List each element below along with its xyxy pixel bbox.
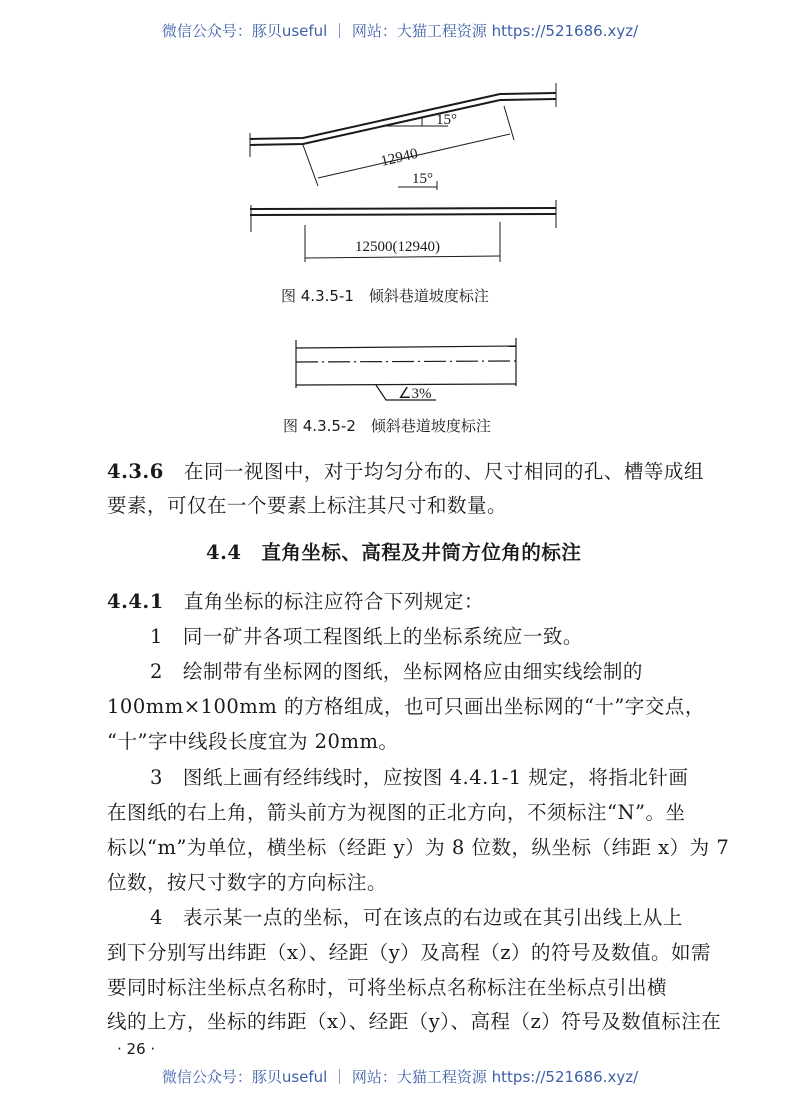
paragraph-text: 直角坐标的标注应符合下列规定： <box>183 590 484 613</box>
figure-drawings <box>0 0 800 440</box>
slope-label: ∠3% <box>398 386 432 402</box>
angle-label-2: 15° <box>412 171 433 187</box>
list-item: 3 图纸上画有经纬线时，应按图 4.4.1-1 规定，将指北针画 <box>150 766 689 789</box>
figure-2-caption: 图 4.3.5-2 倾斜巷道坡度标注 <box>283 417 491 435</box>
list-item: 2 绘制带有坐标网的图纸，坐标网格应由细实线绘制的 <box>150 660 643 683</box>
section-number: 4.4.1 <box>107 590 164 613</box>
section-number: 4.3.6 <box>107 460 164 483</box>
angle-label-1: 15° <box>436 112 457 128</box>
length-label: 12940 <box>379 145 420 170</box>
paragraph-text: 要同时标注坐标点名称时，可将坐标点名称标注在坐标点引出横 <box>107 976 668 999</box>
paragraph-text: 到下分别写出纬距（x）、经距（y）及高程（z）的符号及数值。如需 <box>107 941 712 964</box>
page-number: · 26 · <box>117 1040 156 1058</box>
list-item: 4 表示某一点的坐标，可在该点的右边或在其引出线上从上 <box>150 906 683 929</box>
paragraph-text: 在图纸的右上角，箭头前方为视图的正北方向，不须标注“N”。坐 <box>107 801 686 824</box>
paragraph-text: 标以“m”为单位，横坐标（经距 y）为 8 位数，纵坐标（纬距 x）为 7 <box>107 836 730 859</box>
paragraph-text: 线的上方，坐标的纬距（x）、经距（y）、高程（z）符号及数值标注在 <box>107 1010 722 1033</box>
paragraph-text: 在同一视图中，对于均匀分布的、尺寸相同的孔、槽等成组 <box>183 460 704 483</box>
paragraph-text: “十”字中线段长度宜为 20mm。 <box>107 730 399 753</box>
section-heading: 4.4 直角坐标、高程及井筒方位角的标注 <box>206 541 582 564</box>
watermark-bottom: 微信公众号：豚贝useful ｜ 网站：大猫工程资源 https://521686.xyz/ <box>161 1068 639 1086</box>
paragraph-text: 要素，可仅在一个要素上标注其尺寸和数量。 <box>107 494 508 517</box>
watermark-top: 微信公众号：豚贝useful ｜ 网站：大猫工程资源 https://521686.xyz/ <box>161 22 639 40</box>
list-item: 1 同一矿井各项工程图纸上的坐标系统应一致。 <box>150 625 583 648</box>
horizontal-length-label: 12500(12940) <box>355 239 440 255</box>
paragraph-text: 100mm×100mm 的方格组成，也可只画出坐标网的“十”字交点， <box>107 695 705 718</box>
paragraph-text: 位数，按尺寸数字的方向标注。 <box>107 871 388 894</box>
figure-1-caption: 图 4.3.5-1 倾斜巷道坡度标注 <box>281 287 489 305</box>
figure-1-inclined <box>250 83 556 262</box>
